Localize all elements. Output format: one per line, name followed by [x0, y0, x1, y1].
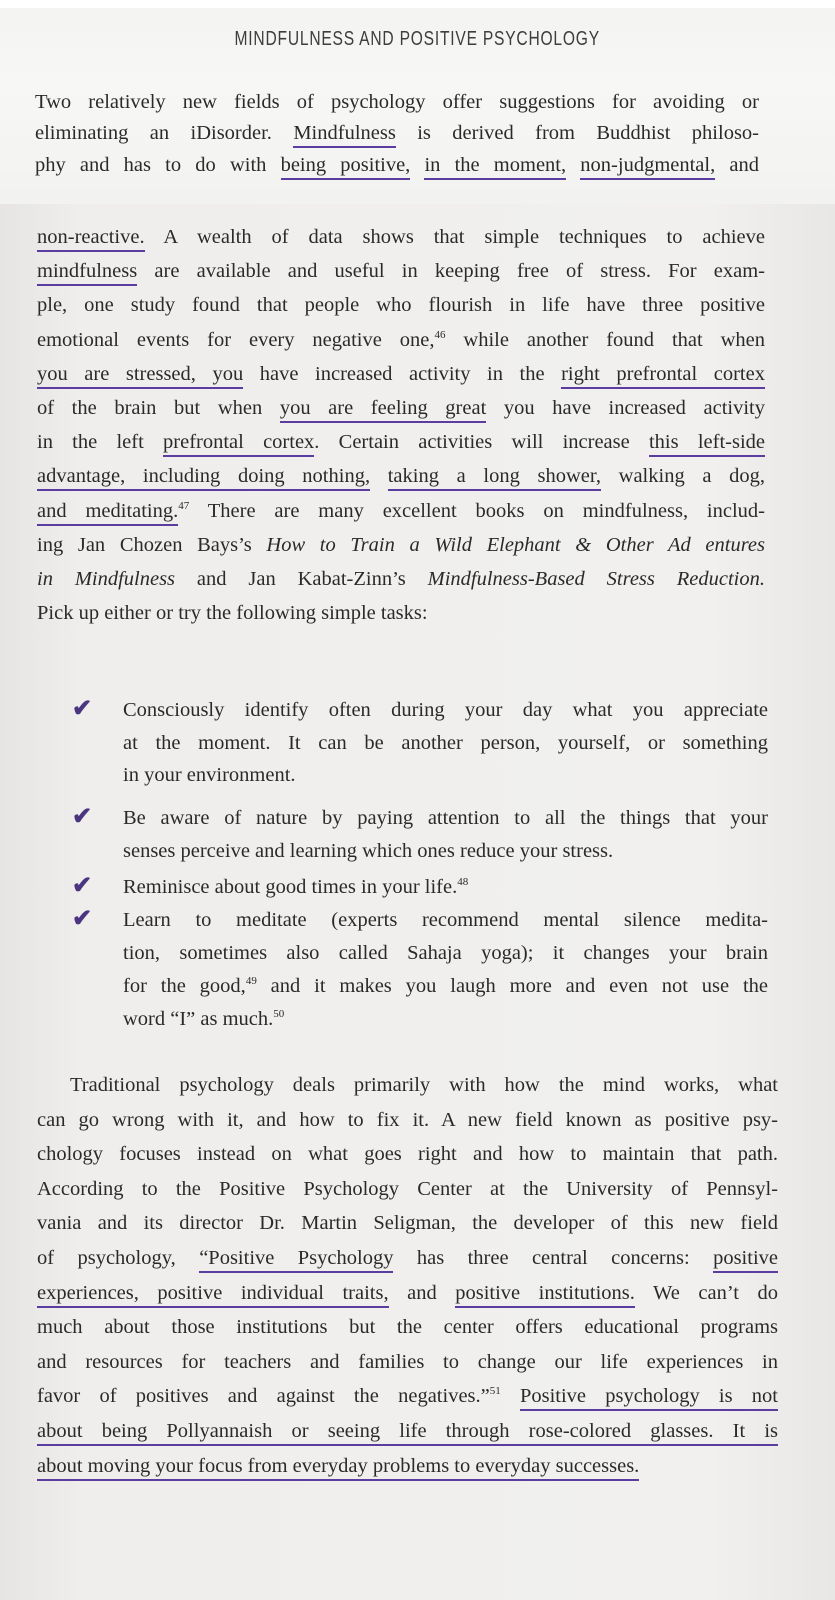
text-segment: A wealth of data shows that simple techniques to achieve	[144, 226, 765, 248]
text-segment: ing Jan Chozen Bays’s	[37, 533, 267, 556]
pen-underlined-text: mindfulness	[37, 260, 137, 286]
text-line	[37, 1246, 778, 1272]
text-segment: vania and its director Dr. Martin Seligman, the developer of this new field	[37, 1212, 778, 1235]
text-segment: favor of positives and against the negatives.”	[37, 1385, 490, 1408]
pen-underlined-text: in the moment,	[424, 154, 566, 180]
pen-underlined-text: right prefrontal cortex	[561, 363, 765, 389]
text-segment: Mindfulness-Based Stress Reduction.	[427, 568, 765, 590]
footnote-ref: 47	[178, 499, 190, 512]
text-line	[123, 875, 768, 901]
text-line	[37, 533, 765, 559]
text-line	[37, 1384, 778, 1410]
text-segment: eliminating an iDisorder.	[35, 122, 294, 144]
text-line	[37, 601, 765, 627]
text-line	[37, 1350, 778, 1376]
pen-underlined-text: “Positive Psychology	[199, 1247, 393, 1273]
text-line	[37, 430, 765, 456]
text-line	[123, 908, 768, 934]
text-segment: in Mindfulness	[37, 568, 176, 590]
text-segment: while another found that when	[445, 328, 765, 351]
text-line	[37, 396, 765, 422]
footnote-ref: 49	[245, 975, 257, 987]
pen-underlined-text: this left-side	[649, 431, 765, 457]
text-segment: Be aware of nature by paying attention to all the things that your	[123, 807, 768, 829]
text-line	[37, 1108, 778, 1134]
checkmark-icon: ✔	[72, 696, 93, 722]
checkmark-icon: ✔	[72, 804, 93, 830]
pen-underlined-text: non-judgmental,	[580, 154, 715, 180]
section-title-text: MINDFULNESS AND POSITIVE PSYCHOLOGY	[234, 28, 601, 50]
pen-underlined-text: taking a long shower,	[388, 465, 601, 491]
text-segment: Reminisce about good times in your life.	[123, 876, 458, 898]
footnote-ref: 50	[273, 1008, 285, 1020]
text-line	[37, 1211, 778, 1237]
pen-underlined-text: prefrontal cortex	[163, 431, 314, 457]
text-segment: chology focuses instead on what goes right and how to maintain that path.	[37, 1143, 778, 1166]
text-line	[37, 259, 765, 285]
text-segment: at the moment. It can be another person, yourself, or something	[123, 732, 768, 754]
text-segment: . Certain activities will increase	[314, 431, 649, 454]
text-segment: can go wrong with it, and how to fix it. A new field known as positive psy-	[37, 1108, 778, 1131]
checkmark-icon: ✔	[72, 906, 93, 932]
pen-underlined-text: being positive,	[281, 154, 411, 180]
text-segment: emotional events for every negative one,	[37, 328, 435, 351]
text-line	[123, 698, 768, 724]
text-segment	[370, 465, 388, 487]
text-line	[123, 839, 768, 865]
text-segment: We can’t do	[634, 1281, 778, 1304]
text-line	[35, 90, 759, 116]
text-segment: senses perceive and learning which ones reduce your stress.	[123, 840, 614, 862]
text-segment: have increased activity in the	[243, 362, 562, 385]
text-segment: walking a dog,	[601, 465, 765, 488]
text-segment: According to the Positive Psychology Center at the University of Pennsyl-	[37, 1177, 778, 1200]
text-segment: tion, sometimes also called Sahaja yoga); it changes your brain	[123, 942, 768, 964]
text-line	[37, 1281, 778, 1307]
pen-underlined-text: you are stressed, you	[37, 363, 243, 389]
section-title	[0, 28, 835, 51]
text-line	[37, 225, 765, 251]
text-line	[35, 121, 759, 147]
text-line	[70, 1073, 778, 1099]
pen-underlined-text: and meditating.	[37, 500, 178, 526]
text-segment: Learn to meditate (experts recommend mental silence medita-	[123, 909, 768, 931]
text-line	[37, 1315, 778, 1341]
pen-underlined-text: experiences, positive individual traits,	[37, 1282, 389, 1308]
text-segment: and resources for teachers and families to change our life experiences in	[37, 1350, 778, 1373]
pen-underlined-text: about being Pollyannaish or seeing life through rose-colored glasses. It is	[37, 1420, 778, 1446]
text-segment: word “I” as much.	[123, 1008, 274, 1030]
text-segment: of psychology,	[37, 1247, 200, 1269]
text-line	[37, 328, 765, 354]
text-line	[123, 1007, 768, 1033]
text-segment	[566, 154, 580, 176]
text-segment: and it makes you laugh more and even not use the	[256, 975, 768, 997]
text-segment: phy and has to do with	[35, 154, 281, 176]
text-line	[35, 153, 759, 179]
text-line	[123, 974, 768, 1000]
footnote-ref: 51	[489, 1385, 501, 1398]
text-segment: How to Train a Wild Elephant & Other Ad entures	[266, 533, 765, 556]
text-segment: has three central concerns:	[393, 1247, 714, 1269]
text-segment: are available and useful in keeping free of stress. For exam-	[137, 260, 765, 283]
text-segment: Two relatively new fields of psychology offer suggestions for avoiding or	[35, 91, 759, 113]
text-segment: Pick up either or try the following simple tasks:	[37, 602, 428, 625]
text-segment: ple, one study found that people who flourish in life have three positive	[37, 294, 765, 317]
text-line	[37, 293, 765, 319]
pen-underlined-text: Positive psychology is not	[520, 1385, 778, 1411]
text-line	[37, 1142, 778, 1168]
text-line	[123, 806, 768, 832]
text-line	[37, 1454, 778, 1480]
text-line	[37, 1177, 778, 1203]
text-line	[37, 362, 765, 388]
text-line	[37, 499, 765, 525]
pen-underlined-text: non-reactive.	[37, 226, 145, 252]
text-segment: you have increased activity	[486, 397, 765, 419]
text-segment: Traditional psychology deals primarily with how the mind works, what	[70, 1074, 778, 1096]
text-segment: much about those institutions but the center offers educational programs	[37, 1316, 778, 1339]
text-line	[123, 941, 768, 967]
pen-underlined-text: about moving your focus from everyday problems to everyday successes.	[37, 1455, 639, 1481]
footnote-ref: 46	[434, 328, 446, 341]
text-segment: in your environment.	[123, 764, 296, 786]
text-line	[37, 1419, 778, 1445]
pen-underlined-text: Mindfulness	[293, 122, 396, 148]
text-segment: Consciously identify often during your day what you appreciate	[123, 699, 768, 721]
text-line	[123, 763, 768, 789]
text-segment	[410, 154, 424, 176]
text-segment: of the brain but when	[37, 397, 280, 419]
pen-underlined-text: positive	[713, 1247, 778, 1273]
text-segment	[501, 1385, 520, 1407]
checkmark-icon: ✔	[72, 873, 93, 899]
text-segment: in the left	[37, 431, 164, 454]
text-segment: is derived from Buddhist philoso-	[395, 122, 759, 144]
text-segment: and Jan Kabat-Zinn’s	[175, 568, 428, 590]
text-segment: and	[715, 154, 759, 176]
pen-underlined-text: positive institutions.	[455, 1282, 635, 1308]
pen-underlined-text: advantage, including doing nothing,	[37, 465, 370, 491]
text-segment: There are many excellent books on mindfulness, includ-	[189, 499, 765, 522]
pen-underlined-text: you are feeling great	[280, 397, 486, 423]
text-segment: and	[388, 1281, 456, 1304]
text-line	[37, 464, 765, 490]
footnote-ref: 48	[457, 876, 469, 888]
text-line	[37, 567, 765, 593]
text-line	[123, 731, 768, 757]
text-segment: for the good,	[123, 975, 246, 997]
